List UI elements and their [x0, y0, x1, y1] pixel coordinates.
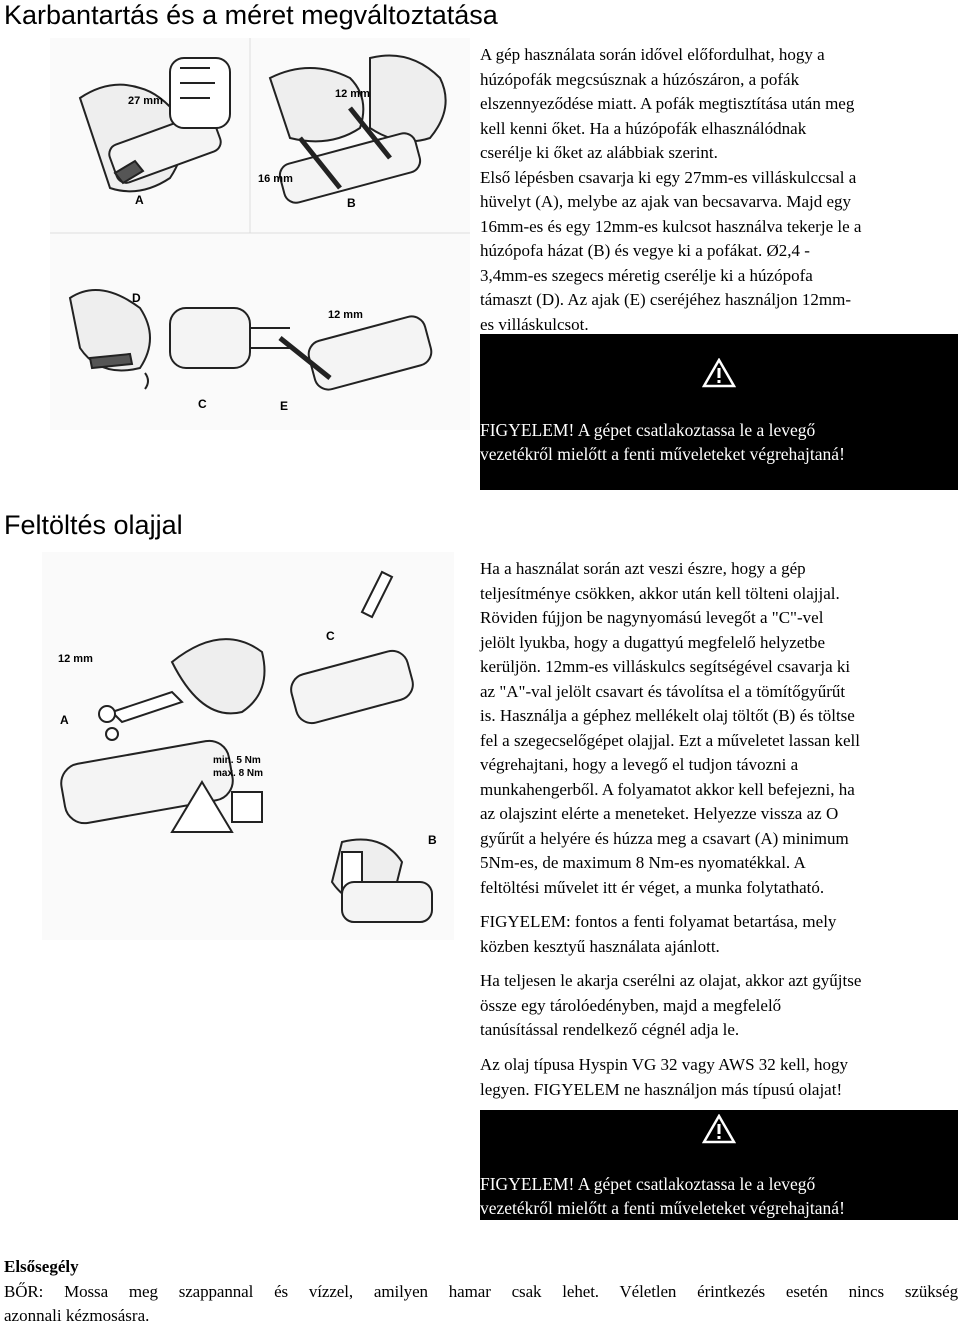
text-line: az "A"-val jelölt csavart és távolítsa el a tömítőgyűrűt — [480, 681, 846, 701]
text-line: 16mm-es és egy 12mm-es kulcsot használva tekerje le a — [480, 216, 862, 236]
first-aid-title: Elsősegély — [4, 1257, 79, 1276]
fig-label-c: C — [198, 397, 207, 411]
warning-text-line2: vezetékről mielőtt a fenti műveleteket végrehajtaná! — [480, 444, 845, 464]
text-line: kell kenni őket. Ha a húzópofák elhasználódnak — [480, 118, 807, 138]
text-line: Ha teljesen le akarja cserélni az olajat, akkor azt gyűjtse — [480, 971, 862, 990]
oil-fill-illustration — [42, 552, 454, 940]
fig-label-e-12mm: 12 mm — [328, 309, 363, 321]
text-line: cserélje ki őket az alábbiak szerint. — [480, 143, 718, 162]
warning-box-maintenance — [480, 334, 958, 490]
text-line: feltöltési művelet itt ér véget, a munka folytatható. — [480, 877, 825, 897]
text-line: az olajszint elérte a meneteket. Helyezze vissza az O — [480, 804, 839, 823]
text-line: húzópofa házat (B) és vegye ki a pofákat. Ø2,4 - — [480, 241, 810, 260]
fig-label-d: D — [132, 291, 141, 305]
oil-text-p3 — [480, 969, 958, 1043]
fig-label-min-torque: min. 5 Nm — [213, 755, 261, 766]
maintenance-text — [480, 43, 958, 337]
first-aid-line1: BŐR: Mossa meg szappannal és vízzel, amilyen hamar csak lehet. Véletlen érintkezés esetén nincs szükség — [4, 1282, 958, 1301]
text-line: jelölt lyukba, hogy a dugattyú megfelelő helyzetbe — [480, 632, 826, 652]
text-line: 5Nm-es, de maximum 8 Nm-es nyomatékkal. A — [480, 853, 806, 872]
text-line: közben kesztyű használata ajánlott. — [480, 936, 720, 956]
warning-triangle-icon — [702, 358, 736, 388]
fig-label-c: C — [326, 629, 335, 643]
first-aid-line2: azonnali kézmosásra. — [4, 1306, 150, 1325]
text-line: es villáskulcsot. — [480, 314, 589, 334]
text-line: munkahengerből. A folyamatot akkor kell befejezni, ha — [480, 779, 855, 799]
fig-label-12mm: 12 mm — [335, 88, 370, 100]
text-line: legyen. FIGYELEM ne használjon más típusú olajat! — [480, 1079, 843, 1099]
text-line: Ha a használat során azt veszi észre, hogy a gép — [480, 559, 806, 578]
warning-text-line2: vezetékről mielőtt a fenti műveleteket végrehajtaná! — [480, 1198, 845, 1218]
text-line: Röviden fújjon be nagynyomású levegőt a "C"-vel — [480, 608, 824, 627]
text-line: tanúsítással rendelkező cégnél adja le. — [480, 1020, 740, 1039]
text-line: fel a szegecselőgépet olajjal. Ezt a műveletet lassan kell — [480, 730, 860, 750]
text-line: össze egy tárolóedényben, majd a megfelelő — [480, 995, 782, 1015]
warning-text-line1: FIGYELEM! A gépet csatlakoztassa le a levegő — [480, 420, 816, 440]
warning-triangle-icon — [702, 1114, 736, 1144]
warning-text-line1: FIGYELEM! A gépet csatlakoztassa le a levegő — [480, 1174, 816, 1194]
text-line: végrehajtani, hogy a levegő el tudjon távozni a — [480, 755, 799, 774]
section-title-maintenance: Karbantartás és a méret megváltoztatása — [4, 0, 498, 30]
warning-box-oil — [480, 1110, 958, 1220]
fig-label-27mm: 27 mm — [128, 95, 163, 107]
oil-text-p4 — [480, 1053, 958, 1102]
fig-label-max-torque: max. 8 Nm — [213, 768, 264, 779]
text-line: gyűrűt a helyére és húzza meg a csavart (A) minimum — [480, 828, 849, 848]
text-line: húzópofák megcsúsznak a húzószáron, a pofák — [480, 69, 800, 89]
text-line: kerüljön. 12mm-es villáskulcs segítségével csavarja ki — [480, 657, 851, 676]
text-line: elszennyeződése miatt. A pofák megtisztítása után meg — [480, 94, 855, 113]
fig-label-e: E — [280, 399, 289, 413]
text-line: is. Használja a géphez mellékelt olaj töltőt (B) és töltse — [480, 706, 855, 725]
maintenance-illustration — [50, 38, 470, 430]
fig-label-a: A — [135, 193, 144, 207]
fig-label-16mm: 16 mm — [258, 173, 293, 185]
text-line: 3,4mm-es szegecs méretig cserélje ki a húzópofa — [480, 265, 813, 285]
oil-text-p2 — [480, 910, 958, 959]
fig-label-12mm: 12 mm — [58, 653, 93, 665]
fig-label-a: A — [60, 713, 69, 727]
text-line: Első lépésben csavarja ki egy 27mm-es villáskulccsal a — [480, 167, 857, 187]
text-line: hüvelyt (A), melybe az ajak van becsavarva. Majd egy — [480, 192, 852, 211]
text-line: A gép használata során idővel előfordulhat, hogy a — [480, 45, 825, 64]
oil-text-p1 — [480, 557, 958, 900]
fig-label-b: B — [347, 196, 356, 210]
text-line: FIGYELEM: fontos a fenti folyamat betartása, mely — [480, 912, 837, 931]
fig-label-b: B — [428, 833, 437, 847]
section-title-oil: Feltöltés olajjal — [4, 510, 183, 540]
text-line: teljesítménye csökken, akkor után kell tölteni olajjal. — [480, 583, 840, 603]
text-line: támaszt (D). Az ajak (E) cseréjéhez használjon 12mm- — [480, 290, 852, 309]
text-line: Az olaj típusa Hyspin VG 32 vagy AWS 32 kell, hogy — [480, 1055, 849, 1074]
